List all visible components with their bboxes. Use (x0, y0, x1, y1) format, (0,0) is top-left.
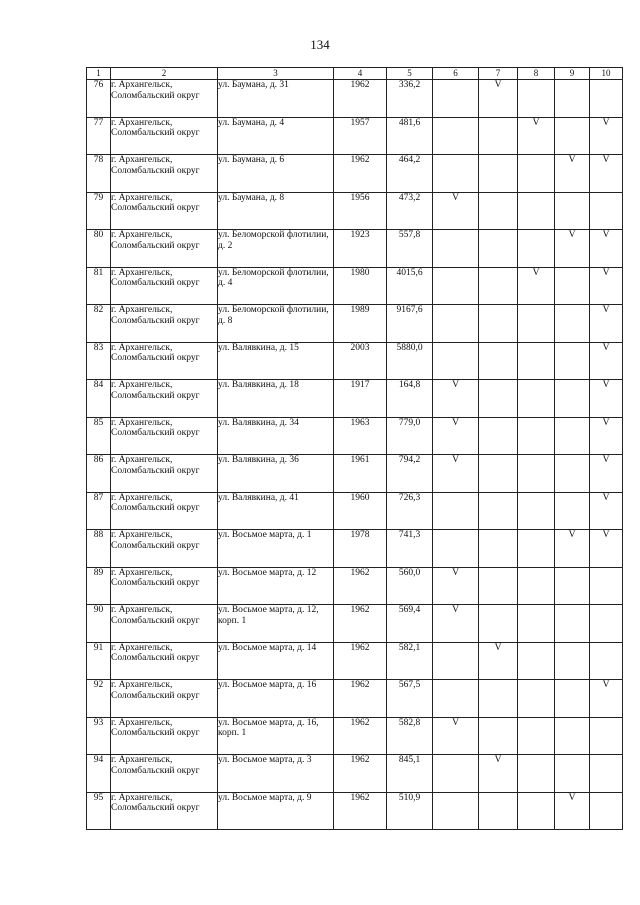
table-row (87, 680, 623, 718)
mark-cell-col7 (479, 492, 518, 530)
area-sqm-cell: 726,3 (387, 492, 433, 530)
year-built-cell: 1960 (334, 492, 387, 530)
area-sqm-cell: 4015,6 (387, 267, 433, 305)
mark-cell-col8 (518, 342, 555, 380)
mark-cell-col7 (479, 717, 518, 755)
area-sqm-cell: 582,1 (387, 642, 433, 680)
mark-cell-col9 (555, 117, 590, 155)
column-header: 8 (518, 68, 555, 80)
mark-cell-col7 (479, 567, 518, 605)
row-number: 88 (87, 530, 111, 568)
address-cell: ул. Восьмое марта, д. 9 (218, 792, 334, 830)
address-cell: ул. Восьмое марта, д. 1 (218, 530, 334, 568)
area-sqm-cell: 741,3 (387, 530, 433, 568)
table-row (87, 755, 623, 793)
table-row (87, 342, 623, 380)
district-cell: г. Архангельск, Соломбальский округ (111, 417, 218, 455)
area-sqm-cell: 473,2 (387, 192, 433, 230)
mark-cell-col10: V (590, 455, 623, 493)
row-number: 95 (87, 792, 111, 830)
row-number: 81 (87, 267, 111, 305)
mark-cell-col7: V (479, 755, 518, 793)
row-number: 77 (87, 117, 111, 155)
district-cell: г. Архангельск, Соломбальский округ (111, 680, 218, 718)
mark-cell-col10: V (590, 380, 623, 418)
area-sqm-cell: 510,9 (387, 792, 433, 830)
mark-cell-col10 (590, 717, 623, 755)
row-number: 89 (87, 567, 111, 605)
mark-cell-col10: V (590, 230, 623, 268)
mark-cell-col7: V (479, 80, 518, 118)
mark-cell-col8 (518, 230, 555, 268)
column-header: 3 (218, 68, 334, 80)
table-row (87, 380, 623, 418)
mark-cell-col6: V (433, 717, 479, 755)
mark-cell-col7 (479, 380, 518, 418)
mark-cell-col8 (518, 530, 555, 568)
year-built-cell: 1962 (334, 605, 387, 643)
row-number: 82 (87, 305, 111, 343)
district-cell: г. Архангельск, Соломбальский округ (111, 117, 218, 155)
mark-cell-col6: V (433, 605, 479, 643)
mark-cell-col10: V (590, 342, 623, 380)
mark-cell-col8 (518, 492, 555, 530)
year-built-cell: 2003 (334, 342, 387, 380)
page-number: 134 (310, 37, 330, 52)
mark-cell-col10 (590, 755, 623, 793)
column-header: 5 (387, 68, 433, 80)
mark-cell-col6 (433, 117, 479, 155)
mark-cell-col9 (555, 342, 590, 380)
row-number: 80 (87, 230, 111, 268)
district-cell: г. Архангельск, Соломбальский округ (111, 80, 218, 118)
district-cell: г. Архангельск, Соломбальский округ (111, 267, 218, 305)
district-cell: г. Архангельск, Соломбальский округ (111, 192, 218, 230)
year-built-cell: 1961 (334, 455, 387, 493)
mark-cell-col7 (479, 605, 518, 643)
address-cell: ул. Баумана, д. 6 (218, 155, 334, 193)
address-cell: ул. Валявкина, д. 41 (218, 492, 334, 530)
mark-cell-col6 (433, 530, 479, 568)
row-number: 94 (87, 755, 111, 793)
mark-cell-col10 (590, 642, 623, 680)
mark-cell-col6: V (433, 192, 479, 230)
mark-cell-col6 (433, 755, 479, 793)
area-sqm-cell: 464,2 (387, 155, 433, 193)
area-sqm-cell: 567,5 (387, 680, 433, 718)
district-cell: г. Архангельск, Соломбальский округ (111, 792, 218, 830)
column-header: 7 (479, 68, 518, 80)
mark-cell-col6 (433, 792, 479, 830)
address-cell: ул. Баумана, д. 31 (218, 80, 334, 118)
year-built-cell: 1962 (334, 717, 387, 755)
mark-cell-col8 (518, 305, 555, 343)
year-built-cell: 1962 (334, 642, 387, 680)
table-row (87, 267, 623, 305)
mark-cell-col8 (518, 192, 555, 230)
table-row (87, 192, 623, 230)
address-cell: ул. Восьмое марта, д. 3 (218, 755, 334, 793)
table-body (87, 80, 623, 830)
mark-cell-col8 (518, 455, 555, 493)
mark-cell-col9 (555, 642, 590, 680)
column-header: 10 (590, 68, 623, 80)
mark-cell-col10 (590, 192, 623, 230)
row-number: 84 (87, 380, 111, 418)
column-header: 9 (555, 68, 590, 80)
table-row (87, 792, 623, 830)
mark-cell-col7 (479, 792, 518, 830)
area-sqm-cell: 560,0 (387, 567, 433, 605)
mark-cell-col6 (433, 492, 479, 530)
area-sqm-cell: 779,0 (387, 417, 433, 455)
mark-cell-col7: V (479, 642, 518, 680)
mark-cell-col10 (590, 567, 623, 605)
mark-cell-col9 (555, 455, 590, 493)
address-cell: ул. Восьмое марта, д. 14 (218, 642, 334, 680)
row-number: 76 (87, 80, 111, 118)
column-header: 1 (87, 68, 111, 80)
mark-cell-col9 (555, 567, 590, 605)
mark-cell-col6 (433, 80, 479, 118)
mark-cell-col10: V (590, 492, 623, 530)
area-sqm-cell: 582,8 (387, 717, 433, 755)
mark-cell-col9: V (555, 155, 590, 193)
mark-cell-col6 (433, 642, 479, 680)
mark-cell-col10: V (590, 417, 623, 455)
district-cell: г. Архангельск, Соломбальский округ (111, 530, 218, 568)
year-built-cell: 1957 (334, 117, 387, 155)
mark-cell-col8: V (518, 117, 555, 155)
row-number: 85 (87, 417, 111, 455)
year-built-cell: 1923 (334, 230, 387, 268)
district-cell: г. Архангельск, Соломбальский округ (111, 155, 218, 193)
mark-cell-col9 (555, 380, 590, 418)
mark-cell-col7 (479, 417, 518, 455)
mark-cell-col10: V (590, 267, 623, 305)
mark-cell-col9 (555, 680, 590, 718)
mark-cell-col8 (518, 792, 555, 830)
area-sqm-cell: 557,8 (387, 230, 433, 268)
address-cell: ул. Беломорской флотилии, д. 8 (218, 305, 334, 343)
mark-cell-col7 (479, 155, 518, 193)
column-header: 6 (433, 68, 479, 80)
address-cell: ул. Восьмое марта, д. 16, корп. 1 (218, 717, 334, 755)
district-cell: г. Архангельск, Соломбальский округ (111, 717, 218, 755)
mark-cell-col6: V (433, 380, 479, 418)
address-cell: ул. Беломорской флотилии, д. 4 (218, 267, 334, 305)
mark-cell-col8 (518, 680, 555, 718)
table-row (87, 605, 623, 643)
mark-cell-col8 (518, 80, 555, 118)
mark-cell-col9 (555, 717, 590, 755)
table-row (87, 492, 623, 530)
mark-cell-col6: V (433, 567, 479, 605)
mark-cell-col8 (518, 605, 555, 643)
year-built-cell: 1962 (334, 755, 387, 793)
mark-cell-col9: V (555, 230, 590, 268)
year-built-cell: 1962 (334, 567, 387, 605)
mark-cell-col9 (555, 305, 590, 343)
column-header: 2 (111, 68, 218, 80)
column-number-row (87, 68, 623, 80)
row-number: 87 (87, 492, 111, 530)
mark-cell-col6 (433, 267, 479, 305)
district-cell: г. Архангельск, Соломбальский округ (111, 492, 218, 530)
district-cell: г. Архангельск, Соломбальский округ (111, 305, 218, 343)
mark-cell-col8 (518, 717, 555, 755)
mark-cell-col7 (479, 117, 518, 155)
mark-cell-col8 (518, 417, 555, 455)
mark-cell-col6 (433, 342, 479, 380)
mark-cell-col6 (433, 680, 479, 718)
mark-cell-col9 (555, 192, 590, 230)
year-built-cell: 1962 (334, 792, 387, 830)
mark-cell-col9: V (555, 530, 590, 568)
year-built-cell: 1917 (334, 380, 387, 418)
mark-cell-col10: V (590, 117, 623, 155)
table-row (87, 305, 623, 343)
area-sqm-cell: 569,4 (387, 605, 433, 643)
mark-cell-col6 (433, 305, 479, 343)
table-row (87, 455, 623, 493)
district-cell: г. Архангельск, Соломбальский округ (111, 567, 218, 605)
address-cell: ул. Восьмое марта, д. 16 (218, 680, 334, 718)
mark-cell-col7 (479, 192, 518, 230)
mark-cell-col9 (555, 755, 590, 793)
mark-cell-col7 (479, 230, 518, 268)
year-built-cell: 1963 (334, 417, 387, 455)
mark-cell-col10: V (590, 680, 623, 718)
mark-cell-col6 (433, 155, 479, 193)
address-cell: ул. Валявкина, д. 34 (218, 417, 334, 455)
mark-cell-col9: V (555, 792, 590, 830)
mark-cell-col10 (590, 792, 623, 830)
address-cell: ул. Валявкина, д. 15 (218, 342, 334, 380)
row-number: 78 (87, 155, 111, 193)
table-row (87, 117, 623, 155)
mark-cell-col10 (590, 605, 623, 643)
mark-cell-col10: V (590, 305, 623, 343)
area-sqm-cell: 5880,0 (387, 342, 433, 380)
mark-cell-col7 (479, 530, 518, 568)
mark-cell-col10: V (590, 530, 623, 568)
row-number: 90 (87, 605, 111, 643)
address-cell: ул. Восьмое марта, д. 12, корп. 1 (218, 605, 334, 643)
mark-cell-col9 (555, 605, 590, 643)
area-sqm-cell: 794,2 (387, 455, 433, 493)
mark-cell-col8 (518, 755, 555, 793)
district-cell: г. Архангельск, Соломбальский округ (111, 642, 218, 680)
row-number: 79 (87, 192, 111, 230)
mark-cell-col9 (555, 492, 590, 530)
row-number: 83 (87, 342, 111, 380)
address-cell: ул. Валявкина, д. 18 (218, 380, 334, 418)
mark-cell-col7 (479, 455, 518, 493)
district-cell: г. Архангельск, Соломбальский округ (111, 455, 218, 493)
mark-cell-col7 (479, 342, 518, 380)
area-sqm-cell: 164,8 (387, 380, 433, 418)
table-row (87, 417, 623, 455)
year-built-cell: 1989 (334, 305, 387, 343)
housing-register-table (86, 67, 623, 830)
mark-cell-col6: V (433, 417, 479, 455)
district-cell: г. Архангельск, Соломбальский округ (111, 755, 218, 793)
address-cell: ул. Беломорской флотилии, д. 2 (218, 230, 334, 268)
row-number: 93 (87, 717, 111, 755)
mark-cell-col6: V (433, 455, 479, 493)
area-sqm-cell: 336,2 (387, 80, 433, 118)
mark-cell-col7 (479, 267, 518, 305)
year-built-cell: 1980 (334, 267, 387, 305)
address-cell: ул. Валявкина, д. 36 (218, 455, 334, 493)
district-cell: г. Архангельск, Соломбальский округ (111, 342, 218, 380)
row-number: 92 (87, 680, 111, 718)
table-row (87, 642, 623, 680)
address-cell: ул. Восьмое марта, д. 12 (218, 567, 334, 605)
mark-cell-col6 (433, 230, 479, 268)
address-cell: ул. Баумана, д. 8 (218, 192, 334, 230)
area-sqm-cell: 845,1 (387, 755, 433, 793)
table-row (87, 717, 623, 755)
mark-cell-col9 (555, 417, 590, 455)
district-cell: г. Архангельск, Соломбальский округ (111, 230, 218, 268)
year-built-cell: 1956 (334, 192, 387, 230)
mark-cell-col10 (590, 80, 623, 118)
year-built-cell: 1962 (334, 80, 387, 118)
mark-cell-col7 (479, 680, 518, 718)
column-header: 4 (334, 68, 387, 80)
mark-cell-col8 (518, 567, 555, 605)
address-cell: ул. Баумана, д. 4 (218, 117, 334, 155)
district-cell: г. Архангельск, Соломбальский округ (111, 380, 218, 418)
area-sqm-cell: 9167,6 (387, 305, 433, 343)
mark-cell-col8 (518, 380, 555, 418)
mark-cell-col10: V (590, 155, 623, 193)
year-built-cell: 1962 (334, 680, 387, 718)
table-row (87, 155, 623, 193)
table-row (87, 230, 623, 268)
table-row (87, 567, 623, 605)
mark-cell-col8: V (518, 267, 555, 305)
table-row (87, 530, 623, 568)
mark-cell-col9 (555, 80, 590, 118)
mark-cell-col9 (555, 267, 590, 305)
mark-cell-col7 (479, 305, 518, 343)
table-row (87, 80, 623, 118)
district-cell: г. Архангельск, Соломбальский округ (111, 605, 218, 643)
mark-cell-col8 (518, 642, 555, 680)
row-number: 86 (87, 455, 111, 493)
year-built-cell: 1962 (334, 155, 387, 193)
mark-cell-col8 (518, 155, 555, 193)
row-number: 91 (87, 642, 111, 680)
area-sqm-cell: 481,6 (387, 117, 433, 155)
year-built-cell: 1978 (334, 530, 387, 568)
